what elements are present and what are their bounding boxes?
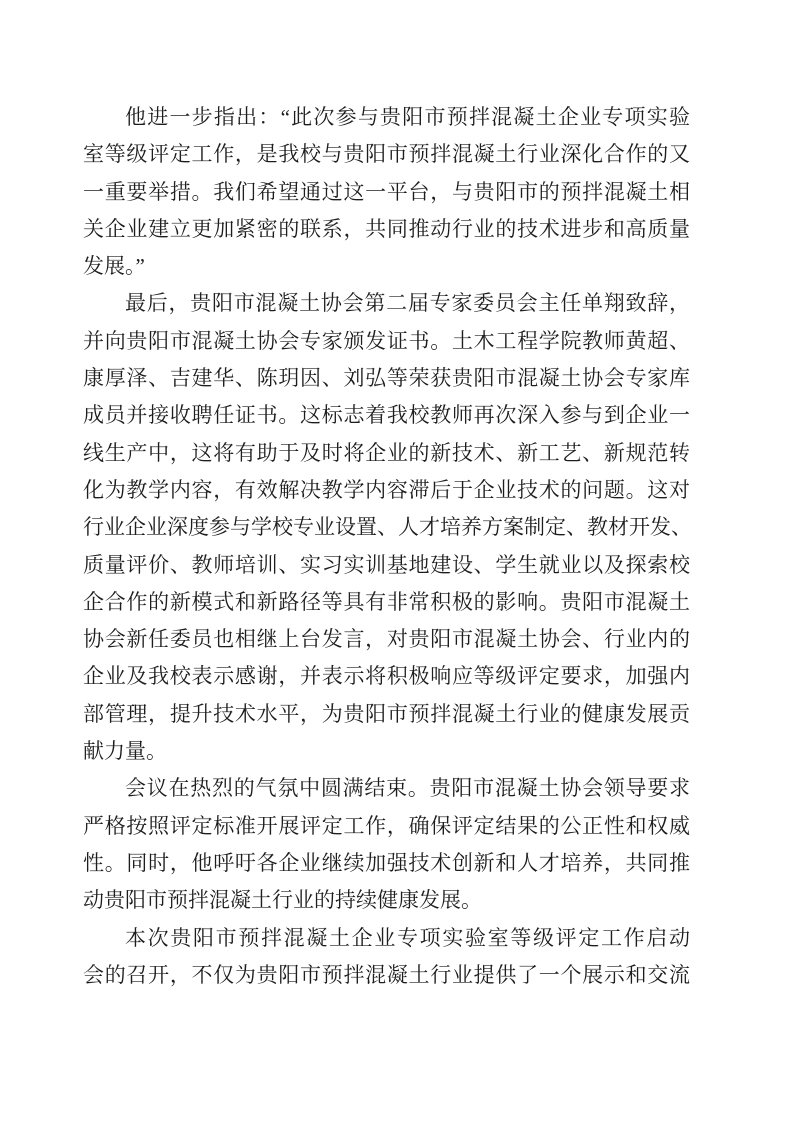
text-line: 协会新任委员也相继上台发言，对贵阳市混凝土协会、行业内的	[83, 627, 690, 652]
text-line: 会的召开，不仅为贵阳市预拌混凝土行业提供了一个展示和交流	[83, 962, 690, 987]
text-line: 企合作的新模式和新路径等具有非常积极的影响。贵阳市混凝土	[83, 589, 690, 614]
text-line: 他进一步指出：“此次参与贵阳市预拌混凝土企业专项实验	[125, 105, 690, 129]
paragraph	[83, 770, 690, 919]
text-line: 献力量。	[83, 739, 167, 764]
text-line: 企业及我校表示感谢，并表示将积极响应等级评定要求，加强内	[83, 664, 690, 689]
text-line: 发展。”	[83, 254, 145, 279]
text-line: 动贵阳市预拌混凝土行业的持续健康发展。	[83, 888, 482, 913]
text-line: 并向贵阳市混凝土协会专家颁发证书。土木工程学院教师黄超、	[83, 328, 690, 353]
paragraph	[83, 920, 690, 995]
text-line: 一重要举措。我们希望通过这一平台，与贵阳市的预拌混凝土相	[83, 179, 690, 204]
text-line: 关企业建立更加紧密的联系，共同推动行业的技术进步和高质量	[83, 216, 690, 241]
text-line: 康厚泽、吉建华、陈玥因、刘弘等荣获贵阳市混凝土协会专家库	[83, 366, 690, 391]
text-line: 室等级评定工作，是我校与贵阳市预拌混凝土行业深化合作的又	[83, 142, 690, 167]
document-body	[83, 99, 690, 994]
text-line: 线生产中，这将有助于及时将企业的新技术、新工艺、新规范转	[83, 440, 690, 465]
text-line: 最后，贵阳市混凝土协会第二届专家委员会主任单翔致辞，	[125, 291, 690, 316]
text-line: 严格按照评定标准开展评定工作，确保评定结果的公正性和权威	[83, 813, 690, 838]
paragraph	[83, 285, 690, 770]
text-line: 会议在热烈的气氛中圆满结束。贵阳市混凝土协会领导要求	[125, 776, 690, 801]
text-line: 质量评价、教师培训、实习实训基地建设、学生就业以及探索校	[83, 552, 690, 577]
text-line: 部管理，提升技术水平，为贵阳市预拌混凝土行业的健康发展贡	[83, 701, 690, 726]
text-line: 行业企业深度参与学校专业设置、人才培养方案制定、教材开发、	[83, 515, 692, 540]
text-line: 化为教学内容，有效解决教学内容滞后于企业技术的问题。这对	[83, 477, 690, 502]
text-line: 成员并接收聘任证书。这标志着我校教师再次深入参与到企业一	[83, 403, 690, 428]
text-line: 本次贵阳市预拌混凝土企业专项实验室等级评定工作启动	[125, 925, 690, 950]
text-line: 性。同时，他呼吁各企业继续加强技术创新和人才培养，共同推	[83, 850, 690, 875]
paragraph	[83, 99, 690, 285]
